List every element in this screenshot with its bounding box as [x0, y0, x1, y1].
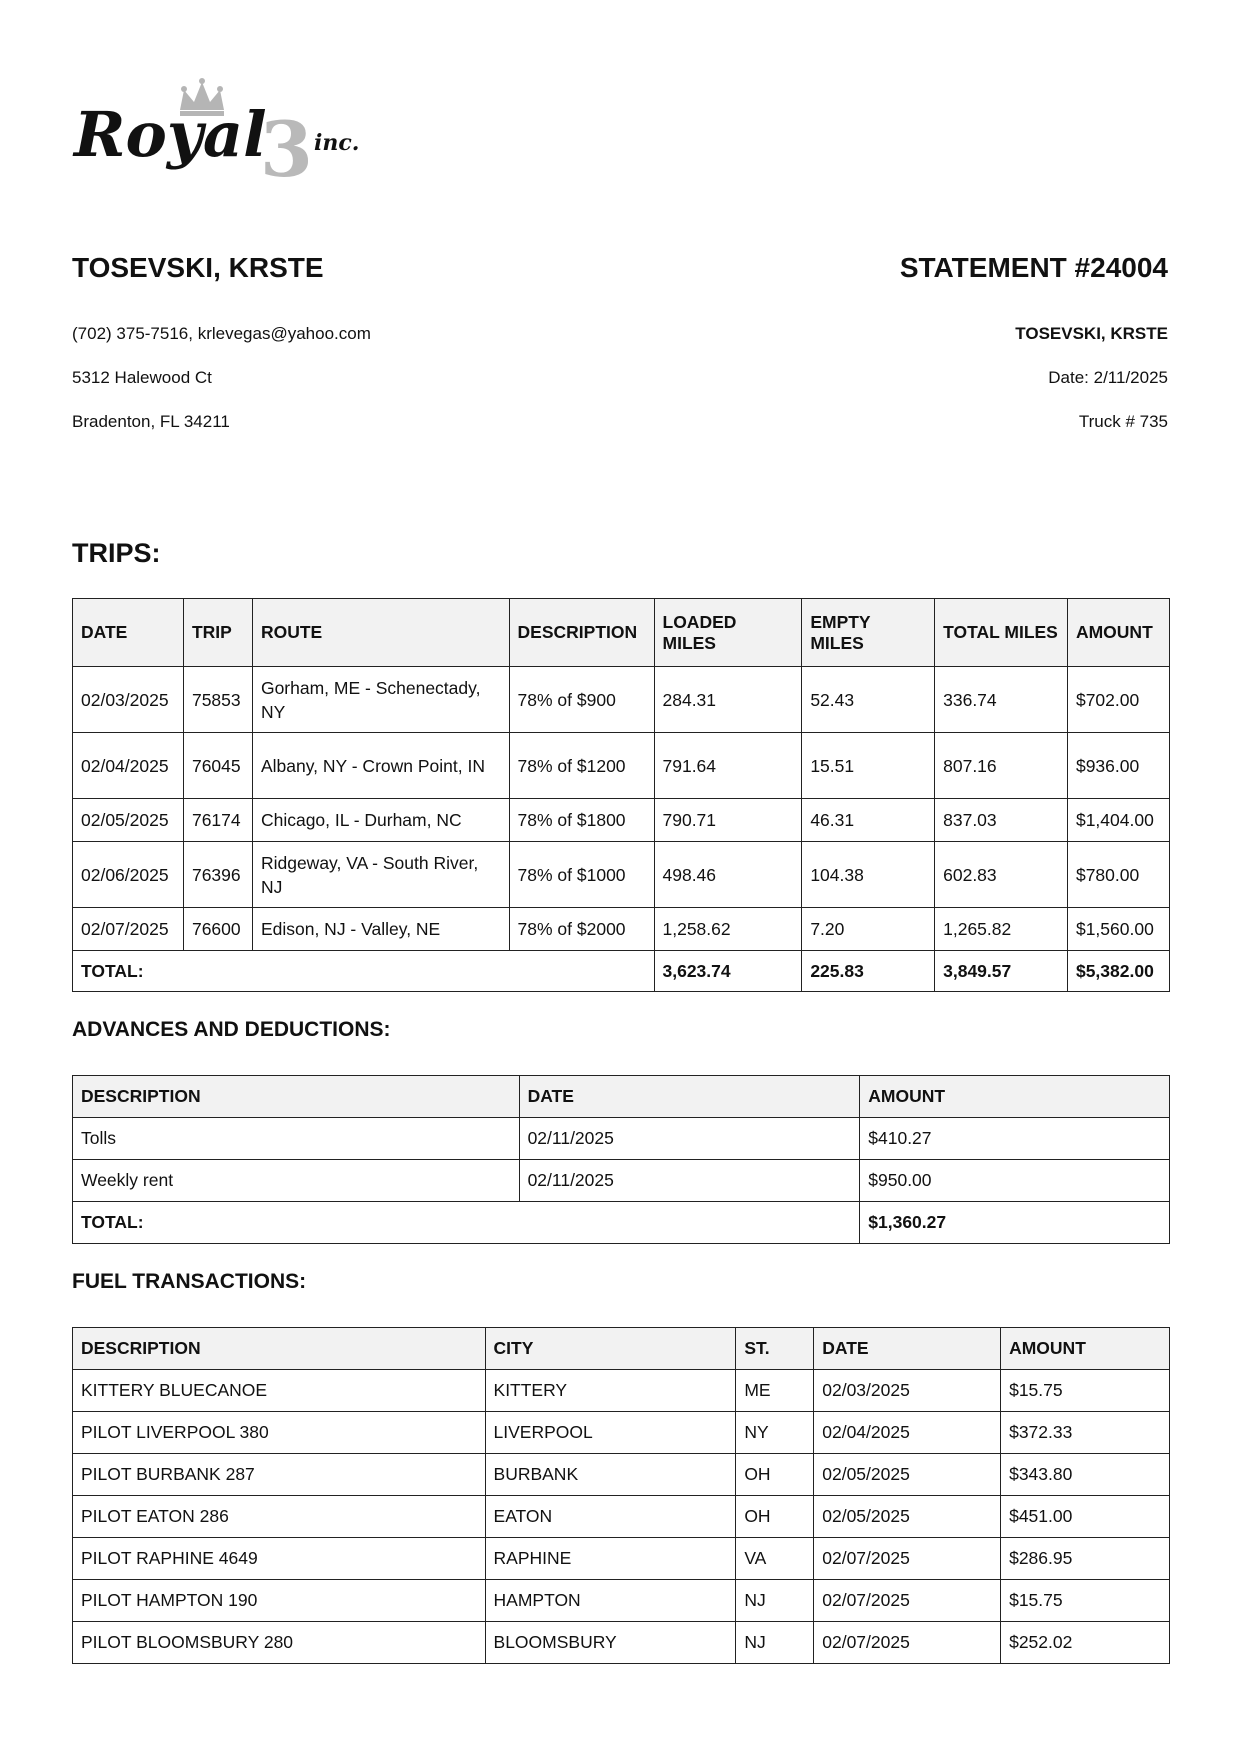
table-cell: $286.95	[1001, 1538, 1170, 1580]
column-header: DATE	[519, 1076, 860, 1118]
table-cell: $1,560.00	[1067, 908, 1169, 951]
table-cell: 1,265.82	[935, 908, 1068, 951]
table-cell: Chicago, IL - Durham, NC	[252, 799, 509, 842]
statement-driver-name: TOSEVSKI, KRSTE	[1015, 324, 1168, 343]
table-cell: PILOT BURBANK 287	[73, 1454, 486, 1496]
table-row	[73, 1160, 1170, 1202]
table-row	[73, 1538, 1170, 1580]
table-cell: NJ	[736, 1580, 814, 1622]
table-row	[73, 908, 1170, 951]
table-cell: 104.38	[802, 842, 935, 908]
table-cell: PILOT EATON 286	[73, 1496, 486, 1538]
table-row	[73, 1622, 1170, 1664]
table-row	[73, 733, 1170, 799]
column-header: TOTAL MILES	[935, 599, 1068, 667]
table-cell: OH	[736, 1496, 814, 1538]
table-cell: 02/05/2025	[73, 799, 184, 842]
table-cell: Tolls	[73, 1118, 520, 1160]
table-cell: PILOT BLOOMSBURY 280	[73, 1622, 486, 1664]
table-cell: 46.31	[802, 799, 935, 842]
table-row	[73, 799, 1170, 842]
fuel-table	[72, 1327, 1170, 1664]
table-cell: 76174	[183, 799, 252, 842]
column-header: DATE	[814, 1328, 1001, 1370]
table-cell: 78% of $1000	[509, 842, 654, 908]
table-cell: 02/11/2025	[519, 1160, 860, 1202]
driver-address-line1: 5312 Halewood Ct	[72, 368, 212, 387]
table-cell: PILOT RAPHINE 4649	[73, 1538, 486, 1580]
total-empty-miles: 225.83	[802, 951, 935, 992]
table-cell: 7.20	[802, 908, 935, 951]
table-header-row	[73, 1076, 1170, 1118]
table-cell: 02/03/2025	[814, 1370, 1001, 1412]
table-cell: LIVERPOOL	[485, 1412, 736, 1454]
table-cell: Edison, NJ - Valley, NE	[252, 908, 509, 951]
table-cell: 76396	[183, 842, 252, 908]
column-header: AMOUNT	[860, 1076, 1170, 1118]
table-cell: VA	[736, 1538, 814, 1580]
driver-name: TOSEVSKI, KRSTE	[72, 252, 324, 283]
total-label: TOTAL:	[73, 1202, 860, 1244]
company-logo	[72, 78, 392, 188]
table-cell: 78% of $1800	[509, 799, 654, 842]
statement-title: STATEMENT #24004	[899, 252, 1168, 283]
table-cell: $252.02	[1001, 1622, 1170, 1664]
table-cell: 02/06/2025	[73, 842, 184, 908]
table-cell: 02/07/2025	[73, 908, 184, 951]
table-cell: 807.16	[935, 733, 1068, 799]
table-cell: 1,258.62	[654, 908, 802, 951]
table-cell: Gorham, ME - Schenectady, NY	[252, 667, 509, 733]
table-cell: $936.00	[1067, 733, 1169, 799]
driver-address-line2: Bradenton, FL 34211	[72, 412, 230, 431]
statement-info	[1015, 312, 1168, 444]
table-cell: EATON	[485, 1496, 736, 1538]
table-cell: BLOOMSBURY	[485, 1622, 736, 1664]
truck-number: Truck # 735	[1078, 412, 1168, 431]
table-cell: ME	[736, 1370, 814, 1412]
table-cell: Ridgeway, VA - South River, NJ	[252, 842, 509, 908]
table-row	[73, 1496, 1170, 1538]
table-cell: 02/11/2025	[519, 1118, 860, 1160]
column-header: DESCRIPTION	[73, 1328, 486, 1370]
table-cell: 498.46	[654, 842, 802, 908]
total-loaded-miles: 3,623.74	[654, 951, 802, 992]
table-cell: HAMPTON	[485, 1580, 736, 1622]
table-row	[73, 842, 1170, 908]
table-cell: $343.80	[1001, 1454, 1170, 1496]
table-cell: Weekly rent	[73, 1160, 520, 1202]
table-cell: PILOT LIVERPOOL 380	[73, 1412, 486, 1454]
logo-script: Royal	[74, 98, 267, 171]
logo-numeral: 3	[260, 105, 313, 188]
table-cell: 791.64	[654, 733, 802, 799]
table-cell: BURBANK	[485, 1454, 736, 1496]
table-row	[73, 1580, 1170, 1622]
table-cell: 02/07/2025	[814, 1538, 1001, 1580]
table-row	[73, 1118, 1170, 1160]
column-header: DESCRIPTION	[73, 1076, 520, 1118]
table-cell: 284.31	[654, 667, 802, 733]
table-row	[73, 667, 1170, 733]
table-cell: OH	[736, 1454, 814, 1496]
table-cell: $451.00	[1001, 1496, 1170, 1538]
statement-header	[72, 252, 1168, 284]
table-cell: 78% of $1200	[509, 733, 654, 799]
column-header: ROUTE	[252, 599, 509, 667]
table-cell: KITTERY	[485, 1370, 736, 1412]
column-header: DESCRIPTION	[509, 599, 654, 667]
column-header: CITY	[485, 1328, 736, 1370]
driver-contact: (702) 375-7516, krlevegas@yahoo.com	[72, 324, 371, 343]
table-cell: NY	[736, 1412, 814, 1454]
column-header: TRIP	[183, 599, 252, 667]
table-header-row	[73, 1328, 1170, 1370]
table-cell: 837.03	[935, 799, 1068, 842]
table-cell: 78% of $2000	[509, 908, 654, 951]
total-amount: $1,360.27	[860, 1202, 1170, 1244]
table-cell: 15.51	[802, 733, 935, 799]
trips-title: TRIPS:	[72, 538, 161, 568]
logo-suffix: inc.	[314, 130, 360, 156]
table-header-row	[73, 599, 1170, 667]
table-cell: 78% of $900	[509, 667, 654, 733]
trips-table	[72, 598, 1170, 992]
table-cell: 02/04/2025	[814, 1412, 1001, 1454]
table-cell: $702.00	[1067, 667, 1169, 733]
table-cell: RAPHINE	[485, 1538, 736, 1580]
table-cell: 790.71	[654, 799, 802, 842]
table-cell: 02/04/2025	[73, 733, 184, 799]
table-cell: 52.43	[802, 667, 935, 733]
advances-table	[72, 1075, 1170, 1244]
table-cell: 02/05/2025	[814, 1454, 1001, 1496]
total-amount: $5,382.00	[1067, 951, 1169, 992]
table-cell: PILOT HAMPTON 190	[73, 1580, 486, 1622]
statement-date: Date: 2/11/2025	[1048, 368, 1168, 387]
column-header: DATE	[73, 599, 184, 667]
table-cell: NJ	[736, 1622, 814, 1664]
table-cell: $15.75	[1001, 1580, 1170, 1622]
table-row	[73, 1412, 1170, 1454]
table-cell: $950.00	[860, 1160, 1170, 1202]
table-row	[73, 1454, 1170, 1496]
column-header: ST.	[736, 1328, 814, 1370]
table-cell: 02/03/2025	[73, 667, 184, 733]
fuel-title: FUEL TRANSACTIONS:	[72, 1270, 307, 1293]
total-row	[73, 1202, 1170, 1244]
total-miles: 3,849.57	[935, 951, 1068, 992]
table-cell: 336.74	[935, 667, 1068, 733]
table-cell: $372.33	[1001, 1412, 1170, 1454]
advances-title: ADVANCES AND DEDUCTIONS:	[72, 1018, 391, 1041]
table-cell: KITTERY BLUECANOE	[73, 1370, 486, 1412]
table-cell: 76600	[183, 908, 252, 951]
total-row	[73, 951, 1170, 992]
table-cell: $780.00	[1067, 842, 1169, 908]
table-cell: 02/05/2025	[814, 1496, 1001, 1538]
table-cell: 02/07/2025	[814, 1622, 1001, 1664]
table-cell: $1,404.00	[1067, 799, 1169, 842]
table-cell: 602.83	[935, 842, 1068, 908]
table-row	[73, 1370, 1170, 1412]
total-label: TOTAL:	[73, 951, 655, 992]
table-cell: 02/07/2025	[814, 1580, 1001, 1622]
column-header: LOADED MILES	[654, 599, 802, 667]
table-cell: 75853	[183, 667, 252, 733]
table-cell: Albany, NY - Crown Point, IN	[252, 733, 509, 799]
column-header: AMOUNT	[1001, 1328, 1170, 1370]
table-cell: $410.27	[860, 1118, 1170, 1160]
table-cell: 76045	[183, 733, 252, 799]
column-header: EMPTY MILES	[802, 599, 935, 667]
table-cell: $15.75	[1001, 1370, 1170, 1412]
column-header: AMOUNT	[1067, 599, 1169, 667]
driver-info	[72, 312, 371, 444]
